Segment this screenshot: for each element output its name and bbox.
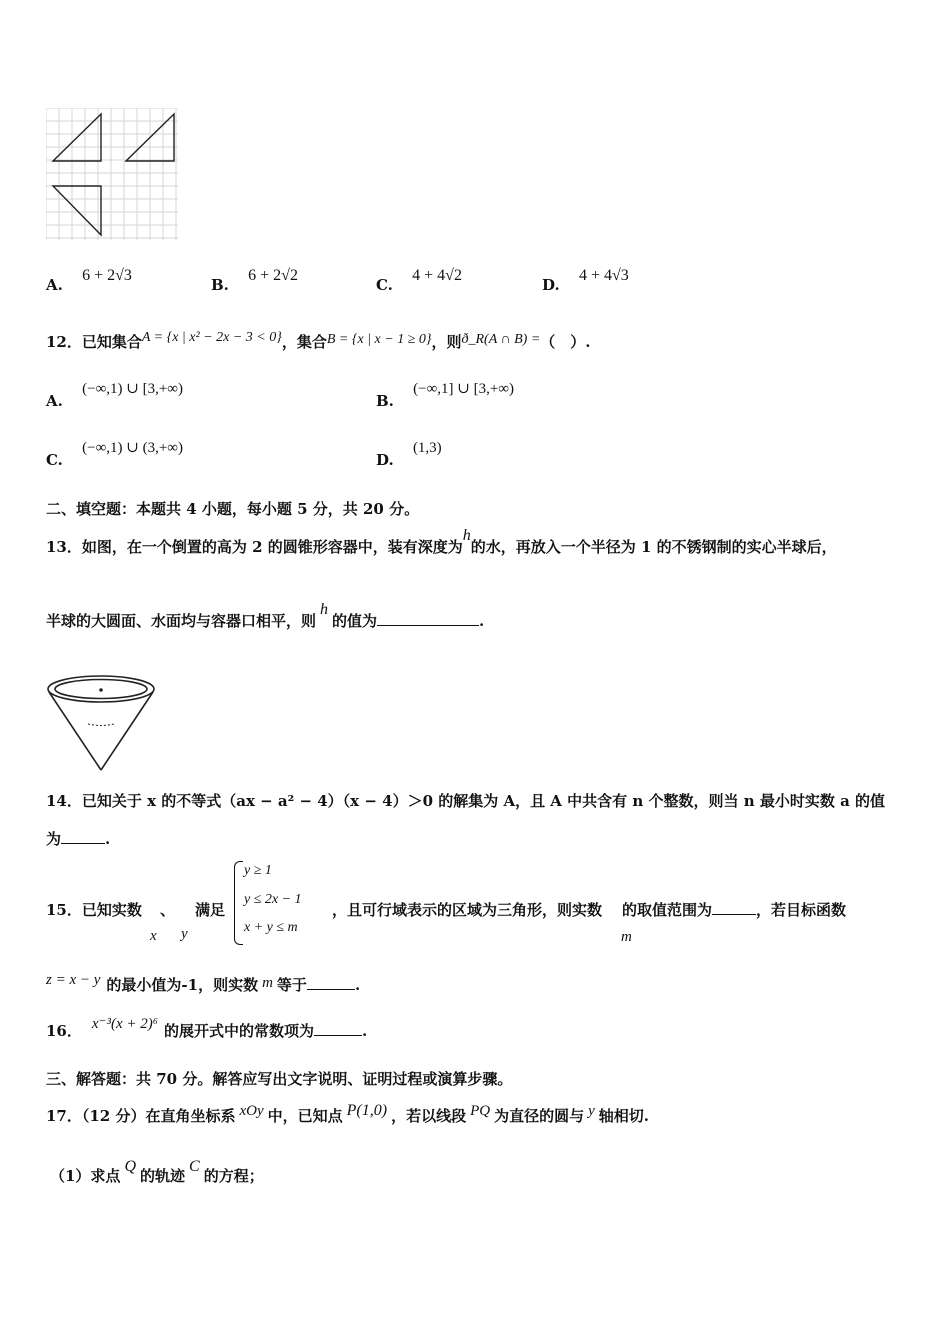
triangles-grid-figure — [46, 108, 178, 240]
q12-option-d[interactable] — [376, 440, 442, 470]
var-x: x — [150, 928, 157, 944]
q17-prefix: 17．（12 分）在直角坐标系 — [46, 1107, 236, 1125]
triangle-bottom — [53, 186, 101, 235]
complement-expr: ð_R(A ∩ B) = — [461, 332, 541, 347]
constraint-1: y ≥ 1 — [244, 863, 272, 878]
q13-text-b: 的水，再放入一个半径为 1 的不锈钢制的实心半球后， — [470, 538, 837, 556]
option-value: 4 + 4√3 — [578, 267, 629, 284]
left-brace — [234, 861, 243, 945]
point-q: Q — [124, 1158, 136, 1175]
answer-blank[interactable] — [377, 625, 479, 626]
answer-blank[interactable] — [314, 1035, 362, 1036]
q15-tail: ，若目标函数 — [756, 901, 847, 919]
set-b: B = {x | x − 1 ≥ 0} — [326, 332, 432, 347]
answer-blank[interactable] — [61, 843, 105, 844]
var-h: h — [462, 527, 471, 544]
set-a: A = {x | x² − 2x − 3 < 0} — [141, 330, 282, 345]
q17-mid3: 为直径的圆与 — [494, 1107, 585, 1125]
cone-figure — [46, 672, 158, 774]
q17-end: 轴相切. — [598, 1107, 650, 1125]
constraint-2: y ≤ 2x − 1 — [244, 892, 302, 907]
q12-option-b[interactable] — [376, 381, 514, 411]
option-value: (−∞,1) ∪ (3,+∞) — [82, 440, 183, 456]
q17-part1 — [50, 1158, 264, 1186]
q15-equals-text: 等于 — [276, 976, 307, 994]
option-value: (1,3) — [412, 440, 442, 456]
q16-line — [46, 1016, 368, 1041]
answer-blank-range[interactable] — [712, 914, 756, 915]
var-m: m — [262, 975, 273, 991]
q16-text: 的展开式中的常数项为 — [163, 1022, 314, 1040]
q17-part1-a: （1）求点 — [50, 1167, 121, 1185]
q14-text: 为 — [46, 830, 62, 848]
period: . — [354, 976, 361, 994]
q16-number: 16． — [46, 1022, 82, 1040]
q15-line2-text: 的最小值为-1，则实数 — [106, 976, 259, 994]
option-letter: A. — [46, 392, 63, 410]
q13-line1 — [46, 527, 837, 557]
option-letter: B. — [376, 392, 394, 410]
var-y: y — [181, 926, 188, 942]
option-letter: D. — [376, 451, 394, 469]
q15-line1-prefix — [46, 899, 142, 920]
option-value: 6 + 2√2 — [248, 267, 298, 284]
option-value: (−∞,1] ∪ [3,+∞) — [413, 381, 514, 397]
q15-range-text: 的取值范围为 — [622, 901, 713, 919]
q17-part1-b: 的轨迹 — [140, 1167, 186, 1185]
q13-text-d: 的值为 — [332, 612, 378, 630]
constraint-3: x + y ≤ m — [244, 920, 298, 935]
q15-satisfy: 满足 — [195, 901, 226, 919]
q15-prefix: 15．已知实数 — [46, 901, 142, 919]
q12-mid: ，集合 — [281, 333, 327, 351]
q15-line2 — [46, 974, 360, 995]
q17-mid: 中，已知点 — [267, 1107, 343, 1125]
period: . — [105, 830, 111, 848]
option-value: 4 + 4√2 — [412, 267, 462, 284]
section-heading-fill-in: 二、填空题：本题共 4 小题，每小题 5 分，共 20 分。 — [46, 500, 420, 518]
option-value: (−∞,1) ∪ [3,+∞) — [82, 381, 183, 397]
period: . — [361, 1022, 368, 1040]
var-h: h — [320, 601, 329, 618]
q13-text-c: 半球的大圆面、水面均与容器口相平，则 — [46, 612, 317, 630]
q11-option-a[interactable] — [46, 267, 132, 295]
q14-line2 — [46, 828, 110, 849]
q12-then: ，则 — [431, 333, 462, 351]
option-value: 6 + 2√3 — [82, 267, 132, 284]
q12-option-a[interactable] — [46, 381, 183, 411]
q14-line1: 14．已知关于 x 的不等式（ax − a² − 4）（x − 4）＞0 的解集为 A，且 A 中共含有 n 个整数，则当 n 最小时实数 a 的值 — [46, 792, 886, 810]
curve-c: C — [189, 1158, 200, 1175]
binomial-expr: x⁻³(x + 2)⁶ — [91, 1016, 158, 1032]
answer-blank-m[interactable] — [307, 989, 355, 990]
period: . — [479, 612, 485, 630]
q17-part1-c: 的方程； — [203, 1167, 264, 1185]
option-letter: B. — [211, 276, 229, 294]
q13-line2 — [46, 601, 485, 631]
option-letter: D. — [542, 276, 560, 294]
axis-y: y — [588, 1103, 595, 1119]
q11-option-c[interactable] — [376, 267, 462, 295]
q15-after-text: ，且可行域表示的区域为三角形，则实数 — [332, 901, 603, 919]
var-m: m — [621, 929, 632, 945]
option-letter: C. — [46, 451, 63, 469]
q15-sep: 、 — [160, 901, 176, 919]
section-heading-solutions: 三、解答题：共 70 分。解答应写出文字说明、证明过程或演算步骤。 — [46, 1070, 513, 1088]
objective-function: z = x − y — [46, 972, 101, 988]
q12-prefix: 12．已知集合 — [46, 333, 142, 351]
constraint-system — [234, 861, 344, 945]
answer-paren: （ ）. — [540, 333, 591, 351]
q17-stem — [46, 1102, 650, 1126]
q15-after — [332, 899, 846, 920]
segment-pq: PQ — [470, 1103, 491, 1119]
option-letter: C. — [376, 276, 393, 294]
q13-text-a: 13．如图，在一个倒置的高为 2 的圆锥形容器中，装有深度为 — [46, 538, 463, 556]
q11-option-b[interactable] — [211, 267, 298, 295]
option-letter: A. — [46, 276, 63, 294]
q12-option-c[interactable] — [46, 440, 183, 470]
point-p: P(1,0) — [346, 1102, 388, 1119]
coord-system: xOy — [239, 1103, 264, 1119]
q17-mid2: ，若以线段 — [391, 1107, 467, 1125]
q11-option-d[interactable] — [542, 267, 629, 295]
q12-stem — [46, 331, 591, 352]
